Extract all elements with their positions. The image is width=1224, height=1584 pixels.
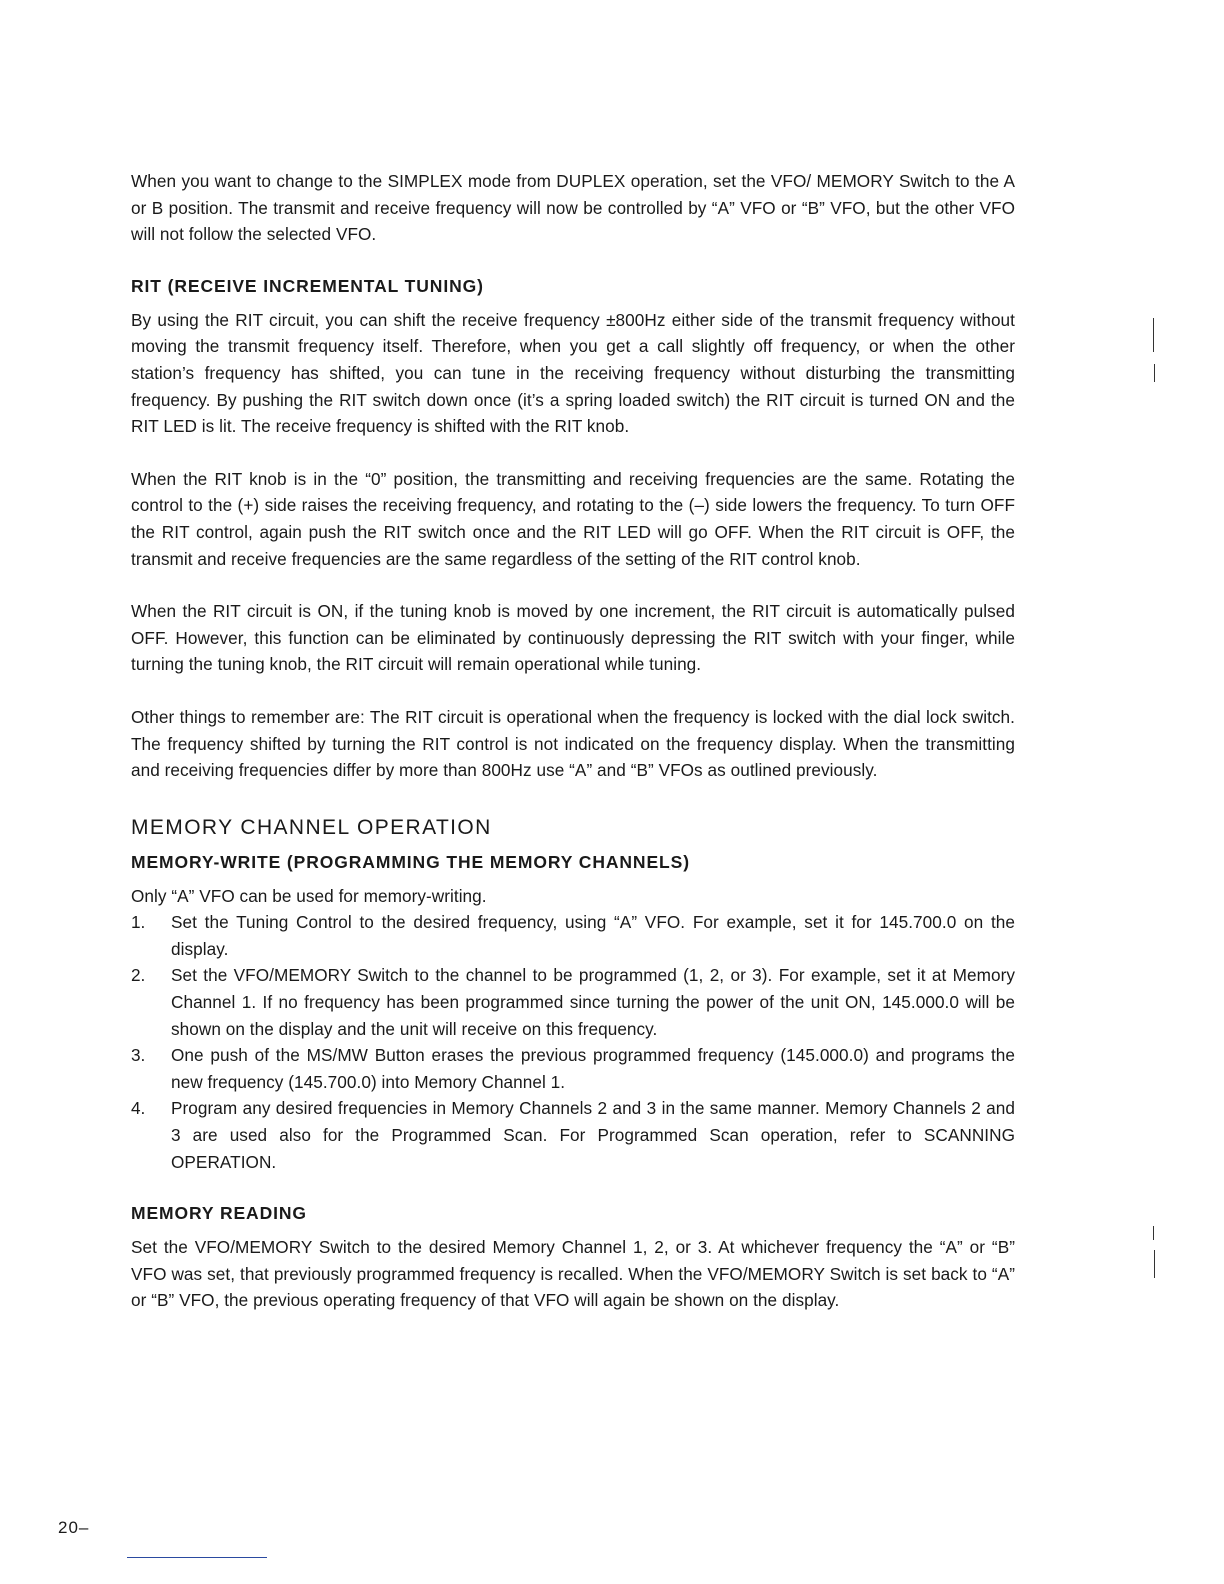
memory-reading-paragraph: Set the VFO/MEMORY Switch to the desired Memory Channel 1, 2, or 3. At whichever frequency the “A” or “B” VFO was set, that previously programmed frequency is recalled. When the VFO/MEMORY Switch is set back to “A” or “B” VFO, the previous operating frequency of that VFO will again be shown on the display. xyxy=(131,1237,1015,1311)
memory-write-intro: Only “A” VFO can be used for memory-writing. xyxy=(131,885,487,906)
step-number: 3. xyxy=(131,1045,146,1066)
memory-reading-heading: MEMORY READING xyxy=(131,1203,307,1224)
list-item xyxy=(131,962,1015,1042)
margin-scan-mark xyxy=(1154,364,1155,382)
memory-write-heading: MEMORY-WRITE (PROGRAMMING THE MEMORY CHANNELS) xyxy=(131,851,690,872)
step-number: 2. xyxy=(131,965,146,986)
footer-rule xyxy=(127,1557,267,1558)
list-item xyxy=(131,1095,1015,1175)
margin-scan-mark xyxy=(1153,318,1154,352)
document-body xyxy=(131,168,1015,1314)
step-number: 1. xyxy=(131,912,146,933)
rit-heading: RIT (RECEIVE INCREMENTAL TUNING) xyxy=(131,275,484,296)
rit-paragraph-3: When the RIT circuit is ON, if the tuning knob is moved by one increment, the RIT circuit is automatically pulsed OFF. However, this function can be eliminated by continuously depressing the RIT switch with your finger, while turning the tuning knob, the RIT circuit will remain operational while tuning. xyxy=(131,601,1015,675)
rit-paragraph-2: When the RIT knob is in the “0” position, the transmitting and receiving frequencies are the same. Rotating the control to the (+) side raises the receiving frequency, and rotating to the (–) side lowers the frequency. To turn OFF the RIT control, again push the RIT switch once and the RIT LED will go OFF. When the RIT circuit is OFF, the transmit and receive frequencies are the same regardless of the setting of the RIT control knob. xyxy=(131,468,1015,569)
memory-heading: MEMORY CHANNEL OPERATION xyxy=(131,815,492,839)
intro-paragraph: When you want to change to the SIMPLEX mode from DUPLEX operation, set the VFO/ MEMORY Switch to the A or B position. The transmit and receive frequency will now be controlled by “A” VFO or “B” VFO, but the other VFO will not follow the selected VFO. xyxy=(131,171,1015,245)
margin-scan-mark xyxy=(1154,1250,1155,1278)
margin-scan-mark xyxy=(1153,1226,1154,1240)
list-item xyxy=(131,909,1015,962)
step-text: One push of the MS/MW Button erases the previous programmed frequency (145.000.0) and programs the new frequency (145.700.0) into Memory Channel 1. xyxy=(171,1045,1015,1092)
rit-paragraph-4: Other things to remember are: The RIT circuit is operational when the frequency is locked with the dial lock switch. The frequency shifted by turning the RIT control is not indicated on the frequency display. When the transmitting and receiving frequencies differ by more than 800Hz use “A” and “B” VFOs as outlined previously. xyxy=(131,706,1015,781)
step-text: Program any desired frequencies in Memory Channels 2 and 3 in the same manner. Memory Channels 2 and 3 are used also for the Programmed Scan. For Programmed Scan operation, refer to SCANNING OPERATION. xyxy=(171,1098,1015,1172)
step-text: Set the Tuning Control to the desired frequency, using “A” VFO. For example, set it for 145.700.0 on the display. xyxy=(171,912,1015,959)
memory-write-steps xyxy=(131,909,1015,1175)
step-text: Set the VFO/MEMORY Switch to the channel to be programmed (1, 2, or 3). For example, set it at Memory Channel 1. If no frequency has been programmed since turning the power of the unit ON, 145.000.0 will be shown on the display and the unit will receive on this frequency. xyxy=(171,965,1015,1039)
rit-paragraph-1: By using the RIT circuit, you can shift the receive frequency ±800Hz either side of the transmit frequency without moving the transmit frequency itself. Therefore, when you get a call slightly off frequency, or when the other station’s frequency has shifted, you can tune in the receiving frequency without disturbing the transmitting frequency. By pushing the RIT switch down once (it’s a spring loaded switch) the RIT circuit is turned ON and the RIT LED is lit. The receive frequency is shifted with the RIT knob. xyxy=(131,309,1015,437)
step-number: 4. xyxy=(131,1098,146,1119)
page-number: 20– xyxy=(58,1518,90,1537)
list-item xyxy=(131,1042,1015,1095)
